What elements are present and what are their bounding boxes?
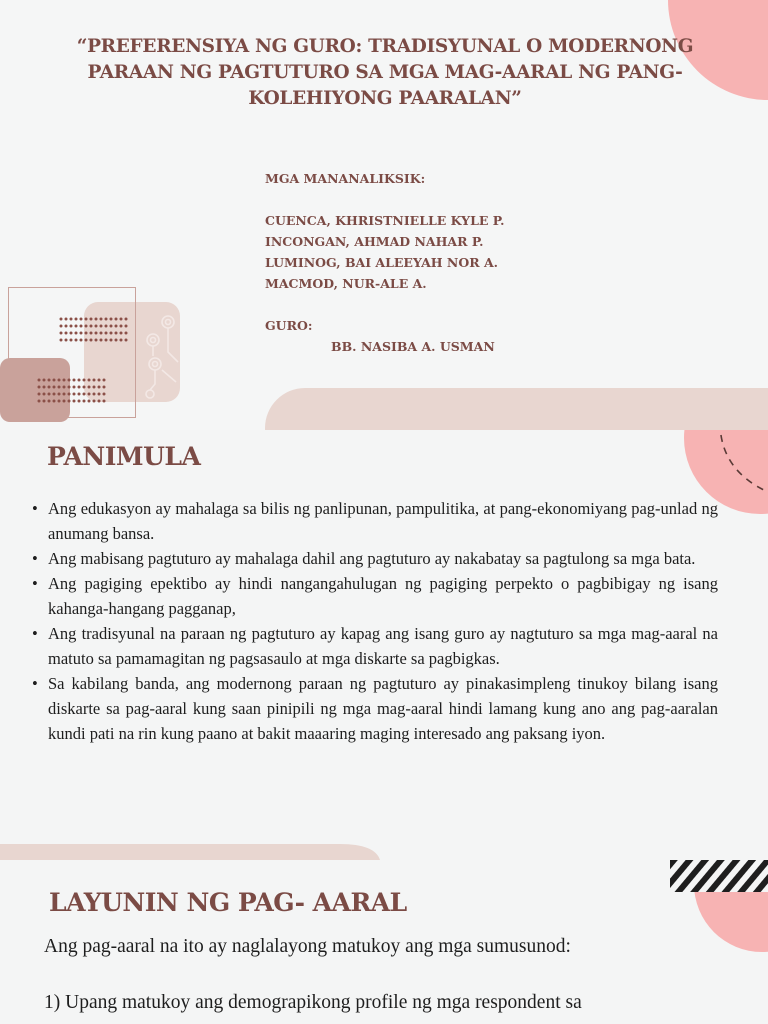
list-item: • Ang mabisang pagtuturo ay mahalaga dahil ang pagtuturo ay nakabatay sa pagtulong sa mga bata. <box>30 546 718 571</box>
section-heading-layunin: LAYUNIN NG PAG- AARAL <box>49 888 407 917</box>
list-item: • Ang tradisyunal na paraan ng pagtuturo ay kapag ang isang guro ay nagtuturo sa mga mag-aaral na matuto sa pamamagitan ng pagsasaulo at mga diskarte sa pagbigkas. <box>30 621 718 671</box>
objectives-intro: Ang pag-aaral na ito ay naglalayong matukoy ang mga sumusunod: <box>44 936 571 957</box>
authors-block <box>265 168 504 357</box>
objectives-slide <box>0 860 768 1024</box>
list-item: • Sa kabilang banda, ang modernong paraan ng pagtuturo ay pinakasimpleng tinukoy bilang isang diskarte sa pag-aaral kung saan pinipili ng mga mag-aaral hindi lamang kung ano ang pag-aaralan kundi pati na rin kung paano at bakit maaaring maging interesado ang paksang iyon. <box>30 671 718 746</box>
decorative-shapes <box>0 282 190 422</box>
researchers-label: MGA MANANALIKSIK: <box>265 171 426 186</box>
list-item: • Ang pagiging epektibo ay hindi nangangahulugan ng pagiging perpekto o pagbibigay ng isang kahanga-hangang pagganap, <box>30 571 718 621</box>
researcher-name: MACMOD, NUR-ALE A. <box>265 276 427 291</box>
introduction-slide <box>0 430 768 860</box>
beige-strip-decoration <box>0 844 380 860</box>
list-item: • Ang edukasyon ay mahalaga sa bilis ng panlipunan, pampulitika, at pang-ekonomiyang pag-unlad ng anumang bansa. <box>30 496 718 546</box>
researcher-name: INCONGAN, AHMAD NAHAR P. <box>265 234 484 249</box>
teacher-name: BB. NASIBA A. USMAN <box>331 339 495 354</box>
objective-item: 1) Upang matukoy ang demograpikong profile ng mga respondent sa <box>44 992 582 1013</box>
section-heading-panimula: PANIMULA <box>47 442 201 471</box>
title-slide <box>0 0 768 430</box>
beige-strip-decoration <box>265 388 768 430</box>
introduction-bullet-list <box>30 496 718 746</box>
researcher-name: CUENCA, KHRISTNIELLE KYLE P. <box>265 213 505 228</box>
researcher-name: LUMINOG, BAI ALEEYAH NOR A. <box>265 255 499 270</box>
presentation-title: “PREFERENSIYA NG GURO: TRADISYUNAL O MODERNONG PARAAN NG PAGTUTURO SA MGA MAG-AARAL NG PANG-KOLEHIYONG PAARALAN” <box>76 36 694 109</box>
teacher-label: GURO: <box>265 318 313 333</box>
